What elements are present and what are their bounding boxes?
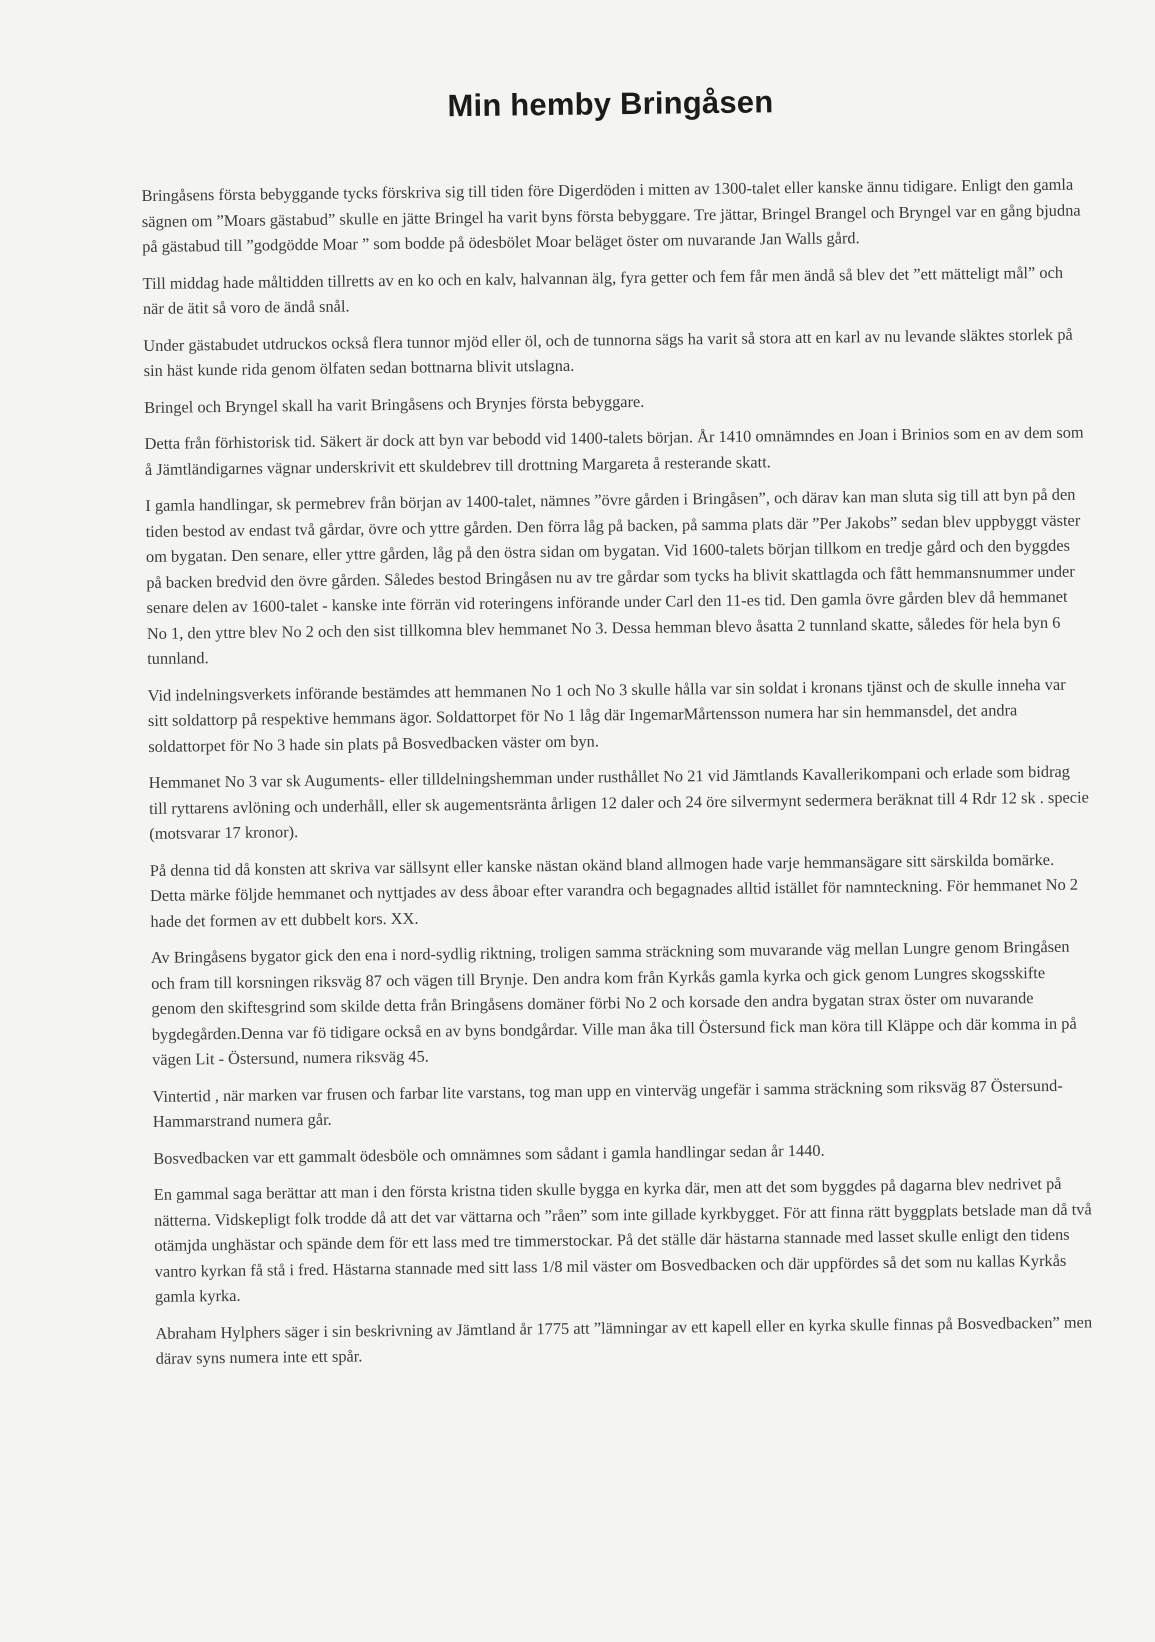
paragraph: Vid indelningsverkets införande bestämdes att hemmanen No 1 och No 3 skulle hålla var sin soldat i kronans tjänst och de skulle inneha var sitt soldattorp på respektive hemmans ägor. Soldattorpet för No 1 låg där IngemarMårtensson numera har sin hemmansdel, det andra soldattorpet för No 3 hade sin plats på Bosvedbacken väster om byn. bbox=[147, 674, 1066, 756]
document-body bbox=[140, 59, 1096, 1383]
paragraph: Bringel och Bryngel skall ha varit Bringåsens och Brynjes första bebyggare. bbox=[144, 391, 645, 417]
paragraph: På denna tid då konsten att skriva var sällsynt eller kanske nästan okänd bland allmogen hade varje hemmansägare sitt särskilda bomärke. Detta märke följde hemmanet och nyttjades av dess åboar efter varandra och begagnades alltid istället för namnteckning. För hemmanet No 2 hade det formen av ett dubbelt kors. XX. bbox=[149, 849, 1079, 931]
paragraph: I gamla handlingar, sk permebrev från början av 1400-talet, nämnes ”övre gården i Bringåsen”, och därav kan man sluta sig till att byn på den tiden bestod av endast två gårdar, övre och yttre gården. Den förra låg på backen, på samma plats där ”Per Jakobs” sedan blev uppbyggt väster om bygatan. Den senare, eller yttre gården, låg på den östra sidan om bygatan. Vid 1600-talets början tillkom en tredje gård och den byggdes på backen bredvid den övre gården. Således bestod Bringåsen nu av tre gårdar som tycks ha blivit skattlagda och fått hemmansnummer under senare delen av 1600-talet - kanske inte förrän vid roteringens införande under Carl den 11-es tid. Den gamla övre gården blev då hemmanet No 1, den yttre blev No 2 och den sist tillkomna blev hemmanet No 3. Dessa hemman blevo åsatta 2 tunnland skatte, således för hela byn 6 tunnland. bbox=[145, 484, 1081, 668]
paragraph: Till middag hade måltidden tillretts av en ko och en kalv, halvannan älg, fyra getter och fem får men ändå så blev det ”ett mätteligt mål” och när de ätit så voro de ändå snål. bbox=[142, 262, 1064, 318]
paragraph: Bosvedbacken var ett gammalt ödesböle och omnämnes som sådant i gamla handlingar sedan år 1440. bbox=[153, 1140, 825, 1168]
paragraph: Av Bringåsens bygator gick den ena i nord-sydlig riktning, troligen samma sträckning som muvarande väg mellan Lungre genom Bringåsen och fram till korsningen riksväg 87 och vägen till Brynje. Den andra kom från Kyrkås gamla kyrka och gick genom Lungres skogsskifte genom den skiftesgrind som skilde detta från Bringåsens domäner förbi No 2 och korsade den andra bygatan strax öster om nuvarande bygdegården.Denna var fö tidigare också en av byns bondgårdar. Ville man åka till Östersund fick man köra till Kläppe och där komma in på vägen Lit - Östersund, numera riksväg 45. bbox=[150, 936, 1077, 1069]
paragraph: Hemmanet No 3 var sk Auguments- eller tilldelningshemman under rusthållet No 21 vid Jämtlands Kavallerikompani och erlade som bidrag till ryttarens avlöning och underhåll, eller sk augementsränta årligen 12 daler och 24 öre silvermynt sedermera beräknat till 4 Rdr 12 sk . specie (motsvarar 17 kronor). bbox=[148, 761, 1089, 843]
paragraph: Under gästabudet utdruckos också flera tunnor mjöd eller öl, och de tunnorna sägs ha varit så stora att en karl av nu levande släktes storlek på sin häst kunde rida genom ölfaten sedan bottnarna blivit utslagna. bbox=[143, 324, 1073, 380]
paragraph: Bringåsens första bebyggande tycks förskriva sig till tiden före Digerdöden i mitten av 1300-talet eller kanske ännu tidigare. Enligt den gamla sägnen om ”Moars gästabud” skulle en jätte Bringel ha varit byns första bebyggare. Tre jättar, Bringel Brangel och Bryngel var en gång bjudna på gästabud till ”godgödde Moar ” som bodde på ödesbölet Moar beläget öster om nuvarande Jan Walls gård. bbox=[141, 174, 1081, 256]
paragraph: Vintertid , när marken var frusen och farbar lite varstans, tog man upp en vinterväg ungefär i samma sträckning som riksväg 87 Östersund-Hammarstrand numera går. bbox=[152, 1075, 1063, 1131]
page-title: Min hemby Bringåsen bbox=[447, 84, 774, 124]
paragraph: En gammal saga berättar att man i den första kristna tiden skulle bygga en kyrka där, men att det som byggdes på dagarna blev nedrivet på nätterna. Vidskepligt folk trodde då att det var vättarna och ”råen” som inte gillade kyrkbygget. För att finna rätt byggplats betslade man då två otämjda unghästar och spände dem för ett lass med tre timmerstockar. På det ställe där hästarna stannade med lasset skulle enligt den tidens vantro kyrkan få stå i fred. Hästarna stannade med sitt lass 1/8 mil väster om Bosvedbacken och där uppfördes så det som nu kallas Kyrkås gamla kyrka. bbox=[153, 1173, 1092, 1306]
paragraph: Abraham Hylphers säger i sin beskrivning av Jämtland år 1775 att ”lämningar av ett kapell eller en kyrka skulle finnas på Bosvedbacken” men därav syns numera inte ett spår. bbox=[155, 1311, 1093, 1368]
paragraph: Detta från förhistorisk tid. Säkert är dock att byn var bebodd vid 1400-talets början. År 1410 omnämndes en Joan i Brinios som en av dem som å Jämtländigarnes vägnar underskrivit ett skuldebrev till drottning Margareta å resterande skatt. bbox=[144, 422, 1084, 479]
